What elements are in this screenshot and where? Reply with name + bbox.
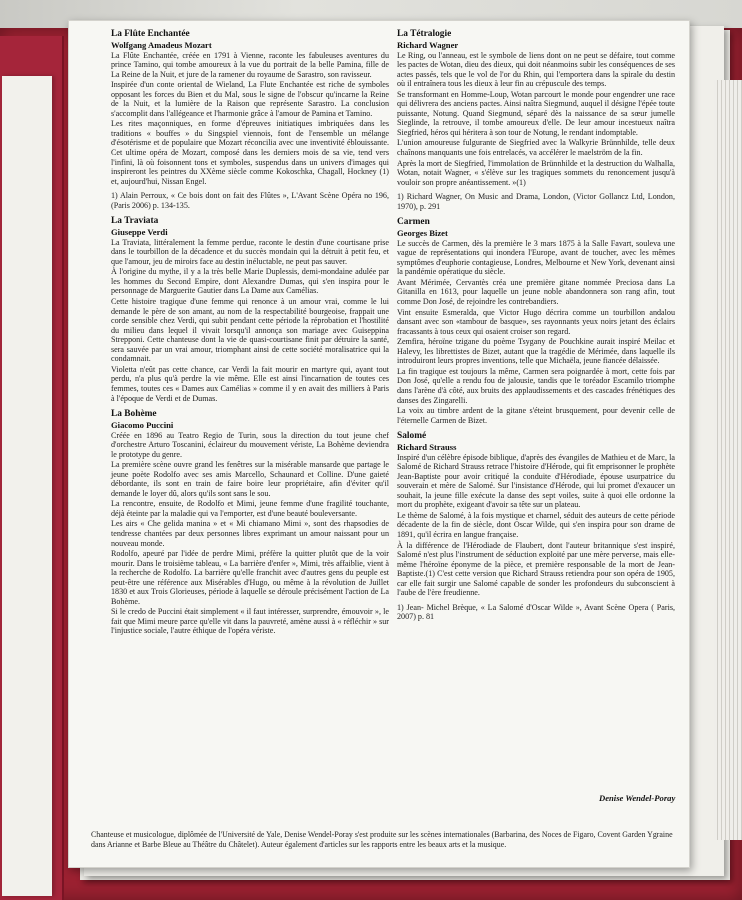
binder-flap bbox=[0, 36, 64, 900]
author-bio: Chanteuse et musicologue, diplômée de l'Université de Yale, Denise Wendel-Poray s'est produite sur les scènes internationales (Barbarina, des Noces de Figaro, Covent Garden Ygraine dans Arianne et Barbe Bleue au Théâtre du Châtelet). Auteur également d'articles sur les rapports entre les beaux arts et la musique. bbox=[91, 830, 673, 849]
section-title: Salomé bbox=[397, 431, 427, 442]
opera-section bbox=[111, 216, 389, 403]
author-signature: Denise Wendel-Poray bbox=[599, 793, 676, 803]
body-paragraph: L'union amoureuse fulgurante de Siegfried avec la Walkyrie Brünnhilde, telle deux chaînons manquants une fois entrelacés, va accélérer le maelström de la fin. bbox=[397, 138, 675, 157]
body-paragraph: Se transformant en Homme-Loup, Wotan parcourt le monde pour engendrer une race qui délivrera des anciens pactes. Ainsi naîtra Siegmund, auquel il désigne l'épée toute puissante, Notung. Quand Siegmund, séparé dès la naissance de sa sœur jumelle Sieglinde, la retrouve, il tombe amoureux d'elle. De leur amour incestueux naîtra Siegfried, héros qui héritera à son tour de Notung, le rendant indomptable. bbox=[397, 89, 675, 137]
composer-name: Richard Wagner bbox=[397, 39, 459, 50]
flap-sheet bbox=[2, 76, 52, 896]
section-title: La Tétralogie bbox=[397, 29, 452, 39]
section-title: La Bohème bbox=[111, 409, 157, 420]
composer-name: Georges Bizet bbox=[397, 227, 448, 238]
composer-name: Giuseppe Verdi bbox=[111, 226, 168, 237]
opera-section bbox=[111, 409, 389, 636]
body-paragraph: Créée en 1896 au Teatro Regio de Turin, sous la direction du tout jeune chef d'orchestre Arturo Toscanini, éclaireur du mouvement vériste, La Bohème deviendra le prototype du genre. bbox=[111, 430, 389, 459]
composer-name: Giacomo Puccini bbox=[111, 419, 174, 430]
right-column bbox=[397, 29, 675, 628]
body-paragraph: Inspiré d'un célèbre épisode biblique, d'après des évangiles de Mathieu et de Marc, la Salomé de Richard Strauss retrace l'histoire d'Hérode, qui fit emprisonner le prophète Jean-Baptiste pour avoir critiqué la conduite d'Hérodiade, épouse usurpatrice du souverain et mère de Salomé. Sur l'insistance d'Hérode, qui lui promet d'exaucer un souhait, la jeune fille exécute la danse des sept voiles, suite à quoi elle ordonne la mort du prophète, exigeant d'avoir sa tête sur un plateau. bbox=[397, 452, 675, 510]
opera-section bbox=[397, 217, 675, 425]
body-paragraph: Rodolfo, apeuré par l'idée de perdre Mimi, préfère la quitter plutôt que de la voir mourir. Dans le troisième tableau, « La barrière d'enfer », Mimi, très affaiblie, vient à la recherche de Rodolfo. La barrière qu'elle franchit avec d'autres gens du peuple est peut-être une référence aux Misérables d'Hugo, ou même à la révolution de Juillet 1830 et aux Trois Glorieuses, période à laquelle se déroule précisément l'action de La Bohème. bbox=[111, 549, 389, 606]
body-paragraph: Vint ensuite Esmeralda, que Victor Hugo décrira comme un tourbillon andalou dansant avec son «tambour de basque», ses rayonnants yeux noirs jetant des éclairs fracassants à tous ceux qui osaient croiser son regard. bbox=[397, 307, 675, 336]
body-paragraph: À la différence de l'Hérodiade de Flaubert, dont l'auteur britannique s'est inspiré, Salomé n'est plus l'instrument de séduction exploité par une mère perverse, mais elle-même l'héroïne éponyme de la pièce, et première responsable de la mort de Jean-Baptiste.(1) C'est cette version que Richard Strauss retiendra pour son opéra de 1905, car elle fait surgir une Salomé capable de sonder les profondeurs du subconscient à l'aube de l'ère freudienne. bbox=[397, 540, 675, 598]
body-paragraph: Cette histoire tragique d'une femme qui renonce à un amour vrai, comme le lui demande le père de son amant, au nom de la respectabilité bourgeoise, frappait une corde sensible chez Verdi, qui subit pendant cette période la réprobation et l'hostilité du milieu dans lequel il vivait lorsqu'il annonça son mariage avec Guiseppina Strepponi. Cette chanteuse dont la vie de quasi-courtisane finit par détruire la santé, sera sauvée par un vrai amour, triomphant ainsi de cette société moralisatrice qui la condamnait. bbox=[111, 297, 389, 364]
opera-section bbox=[397, 29, 675, 211]
composer-name: Richard Strauss bbox=[397, 441, 457, 452]
section-title: Carmen bbox=[397, 217, 430, 228]
body-paragraph: La fin tragique est toujours la même, Carmen sera poignardée à mort, cette fois par Don José, qu'elle a rendu fou de jalousie, tandis que le toréador Escamilo triomphe dans l'arène d'à côté, aux bruits des applaudissements et des cascades frénétiques des danses des Zingarelli. bbox=[397, 366, 675, 405]
body-paragraph: La voix au timbre ardent de la gitane s'éteint brusquement, pour devenir celle de l'éternelle Carmen de Bizet. bbox=[397, 406, 675, 425]
document-page bbox=[68, 20, 690, 868]
section-title: La Traviata bbox=[111, 216, 159, 227]
body-paragraph: Avant Mérimée, Cervantès créa une première gitane nommée Preciosa dans La Gitanilla en 1613, pour laquelle un jeune noble abandonnera son rang afin, tout comme Don José, de rejoindre les contrebandiers. bbox=[397, 277, 675, 307]
body-paragraph: Le Ring, ou l'anneau, est le symbole de liens dont on ne peut se défaire, tout comme les pactes de Wotan, dieu des dieux, qui doit néanmoins subir les conséquences de ses actes passés, tels que le vol de l'or du Rhin, qui l'emportera dans la spirale du destin où il entraînera tous les dieux à leur fin au crépuscule des temps. bbox=[397, 50, 675, 89]
body-paragraph: La rencontre, ensuite, de Rodolfo et Mimi, jeune femme d'une fragilité touchante, déjà éteinte par la maladie qui va l'emporter, est d'une beauté bouleversante. bbox=[111, 499, 389, 518]
footnote: 1) Richard Wagner, On Music and Drama, London, (Victor Gollancz Ltd, London, 1970), p. 291 bbox=[397, 192, 675, 211]
body-paragraph: Violetta n'eût pas cette chance, car Verdi la fait mourir en martyre qui, ayant tout perdu, n'a plus qu'à perdre la vie même. Elle est ainsi l'incarnation de toutes ces femmes, toutes ces « Dames aux Camélias » comme il y en avait des milliers à Paris à l'époque de Verdi et de Dumas. bbox=[111, 364, 389, 403]
body-paragraph: La Traviata, littéralement la femme perdue, raconte le destin d'une courtisane prise dans le tourbillon de la décadence et du succès mondain qui la détruit à petit feu, et que l'amour, jeu de miroirs face au destin inéluctable, ne peut pas sauver. bbox=[111, 237, 389, 266]
opera-section bbox=[397, 431, 675, 622]
body-paragraph: Zemfira, héroïne tzigane du poème Tsygany de Pouchkine aurait inspiré Meilac et Halevy, les librettistes de Bizet, autant que la tragédie de Mérimée, dans laquelle ils introduiront leurs propres inventions, telle que Michaëla, jeune fiancée délaissée. bbox=[397, 337, 675, 366]
footnote: 1) Jean- Michel Brèque, « La Salomé d'Oscar Wilde », Avant Scène Opera ( Paris, 2007) p. 81 bbox=[397, 602, 675, 622]
body-paragraph: À l'origine du mythe, il y a la très belle Marie Duplessis, demi-mondaine adulée par les hommes du Second Empire, dont Alexandre Dumas, qui s'en inspira pour le personnage de Marguerite Gautier dans La Dame aux Camélias. bbox=[111, 267, 389, 296]
section-title: La Flûte Enchantée bbox=[111, 29, 190, 39]
body-paragraph: Les rites maçonniques, en forme d'épreuves initiatiques imbriquées dans les traditions « bouffes » du Singspiel viennois, font de l'ensemble un mélange d'ésotérisme et de populaire que Mozart réconcilia avec une inventivité éblouissante. Cet ultime opéra de Mozart, composé dans les derniers mois de sa vie, tend vers l'infini, là où foisonnent tons et symboles, suspendus dans un univers d'images qui inspireront les peintres du XXème siècle comme Kokoschka, Chagall, Hockney (1) et, aujourd'hui, Nissan Engel. bbox=[111, 119, 389, 186]
body-paragraph: Inspirée d'un conte oriental de Wieland, La Flute Enchantée est riche de symboles opposant les forces du Bien et du Mal, sous le signe de l'obscur qu'incarne la Reine de la Nuit, et la lumière de la Raison que représente Sarastro. La conclusion s'accomplit dans l'allégeance et l'harmonie grâce à l'amour de Pamina et Tamino. bbox=[111, 80, 389, 118]
page-edges bbox=[714, 80, 742, 840]
body-paragraph: Le succès de Carmen, dès la première le 3 mars 1875 à la Salle Favart, souleva une vague de représentations qui inondera l'Europe, avant de toucher, avec les mêmes symptômes d'euphorie contagieuse, Londres, Melbourne et New York, devenant ainsi la pandémie opératique du siècle. bbox=[397, 238, 675, 277]
body-paragraph: Après la mort de Siegfried, l'immolation de Brünnhilde et la destruction du Walhalla, Wotan, notait Wagner, « s'élève sur les tragiques sommets du renoncement jusqu'à vouloir son propre anéantissement. »(1) bbox=[397, 158, 675, 187]
body-paragraph: Le thème de Salomé, à la fois mystique et charnel, séduit des auteurs de cette période décadente de la fin de siècle, dont Oscar Wilde, qui s'en inspira pour son drame de 1891, qu'il écrira en langue française. bbox=[397, 510, 675, 540]
body-paragraph: La Flûte Enchantée, créée en 1791 à Vienne, raconte les fabuleuses aventures du prince Tamino, qui tombe amoureux à la vue du portrait de la belle Pamina, fille de La Reine de la Nuit, et jure de la ramener du royaume de Sarastro, son ravisseur. bbox=[111, 50, 389, 79]
opera-section bbox=[111, 29, 389, 210]
footnote: 1) Alain Perroux, « Ce bois dont on fait des Flûtes », L'Avant Scène Opéra no 196, (Paris 2006) p. 134-135. bbox=[111, 191, 389, 210]
composer-name: Wolfgang Amadeus Mozart bbox=[111, 39, 212, 50]
body-paragraph: Les airs « Che gelida manina » et « Mi chiamano Mimi », sont des rhapsodies de tendresse chantées par deux personnes libres exprimant un amour naissant pour un nouveau monde. bbox=[111, 519, 389, 548]
body-paragraph: Si le credo de Puccini était simplement « il faut intéresser, surprendre, émouvoir », le fait que Mimi meure parce qu'elle vit dans la pauvreté, amène aussi à « réfléchir » sur l'injustice sociale, l'autre éthique de l'opéra vériste. bbox=[111, 607, 389, 636]
body-paragraph: La première scène ouvre grand les fenêtres sur la misérable mansarde que partage le jeune poète Rodolfo avec ses amis Marcello, Schaunard et Colline. D'une gaieté débordante, ils sont en train de faire boire leur propriétaire, afin d'éviter qu'il demande le loyer dû, alors qu'ils sont sans le sou. bbox=[111, 460, 389, 498]
left-column bbox=[111, 29, 389, 642]
